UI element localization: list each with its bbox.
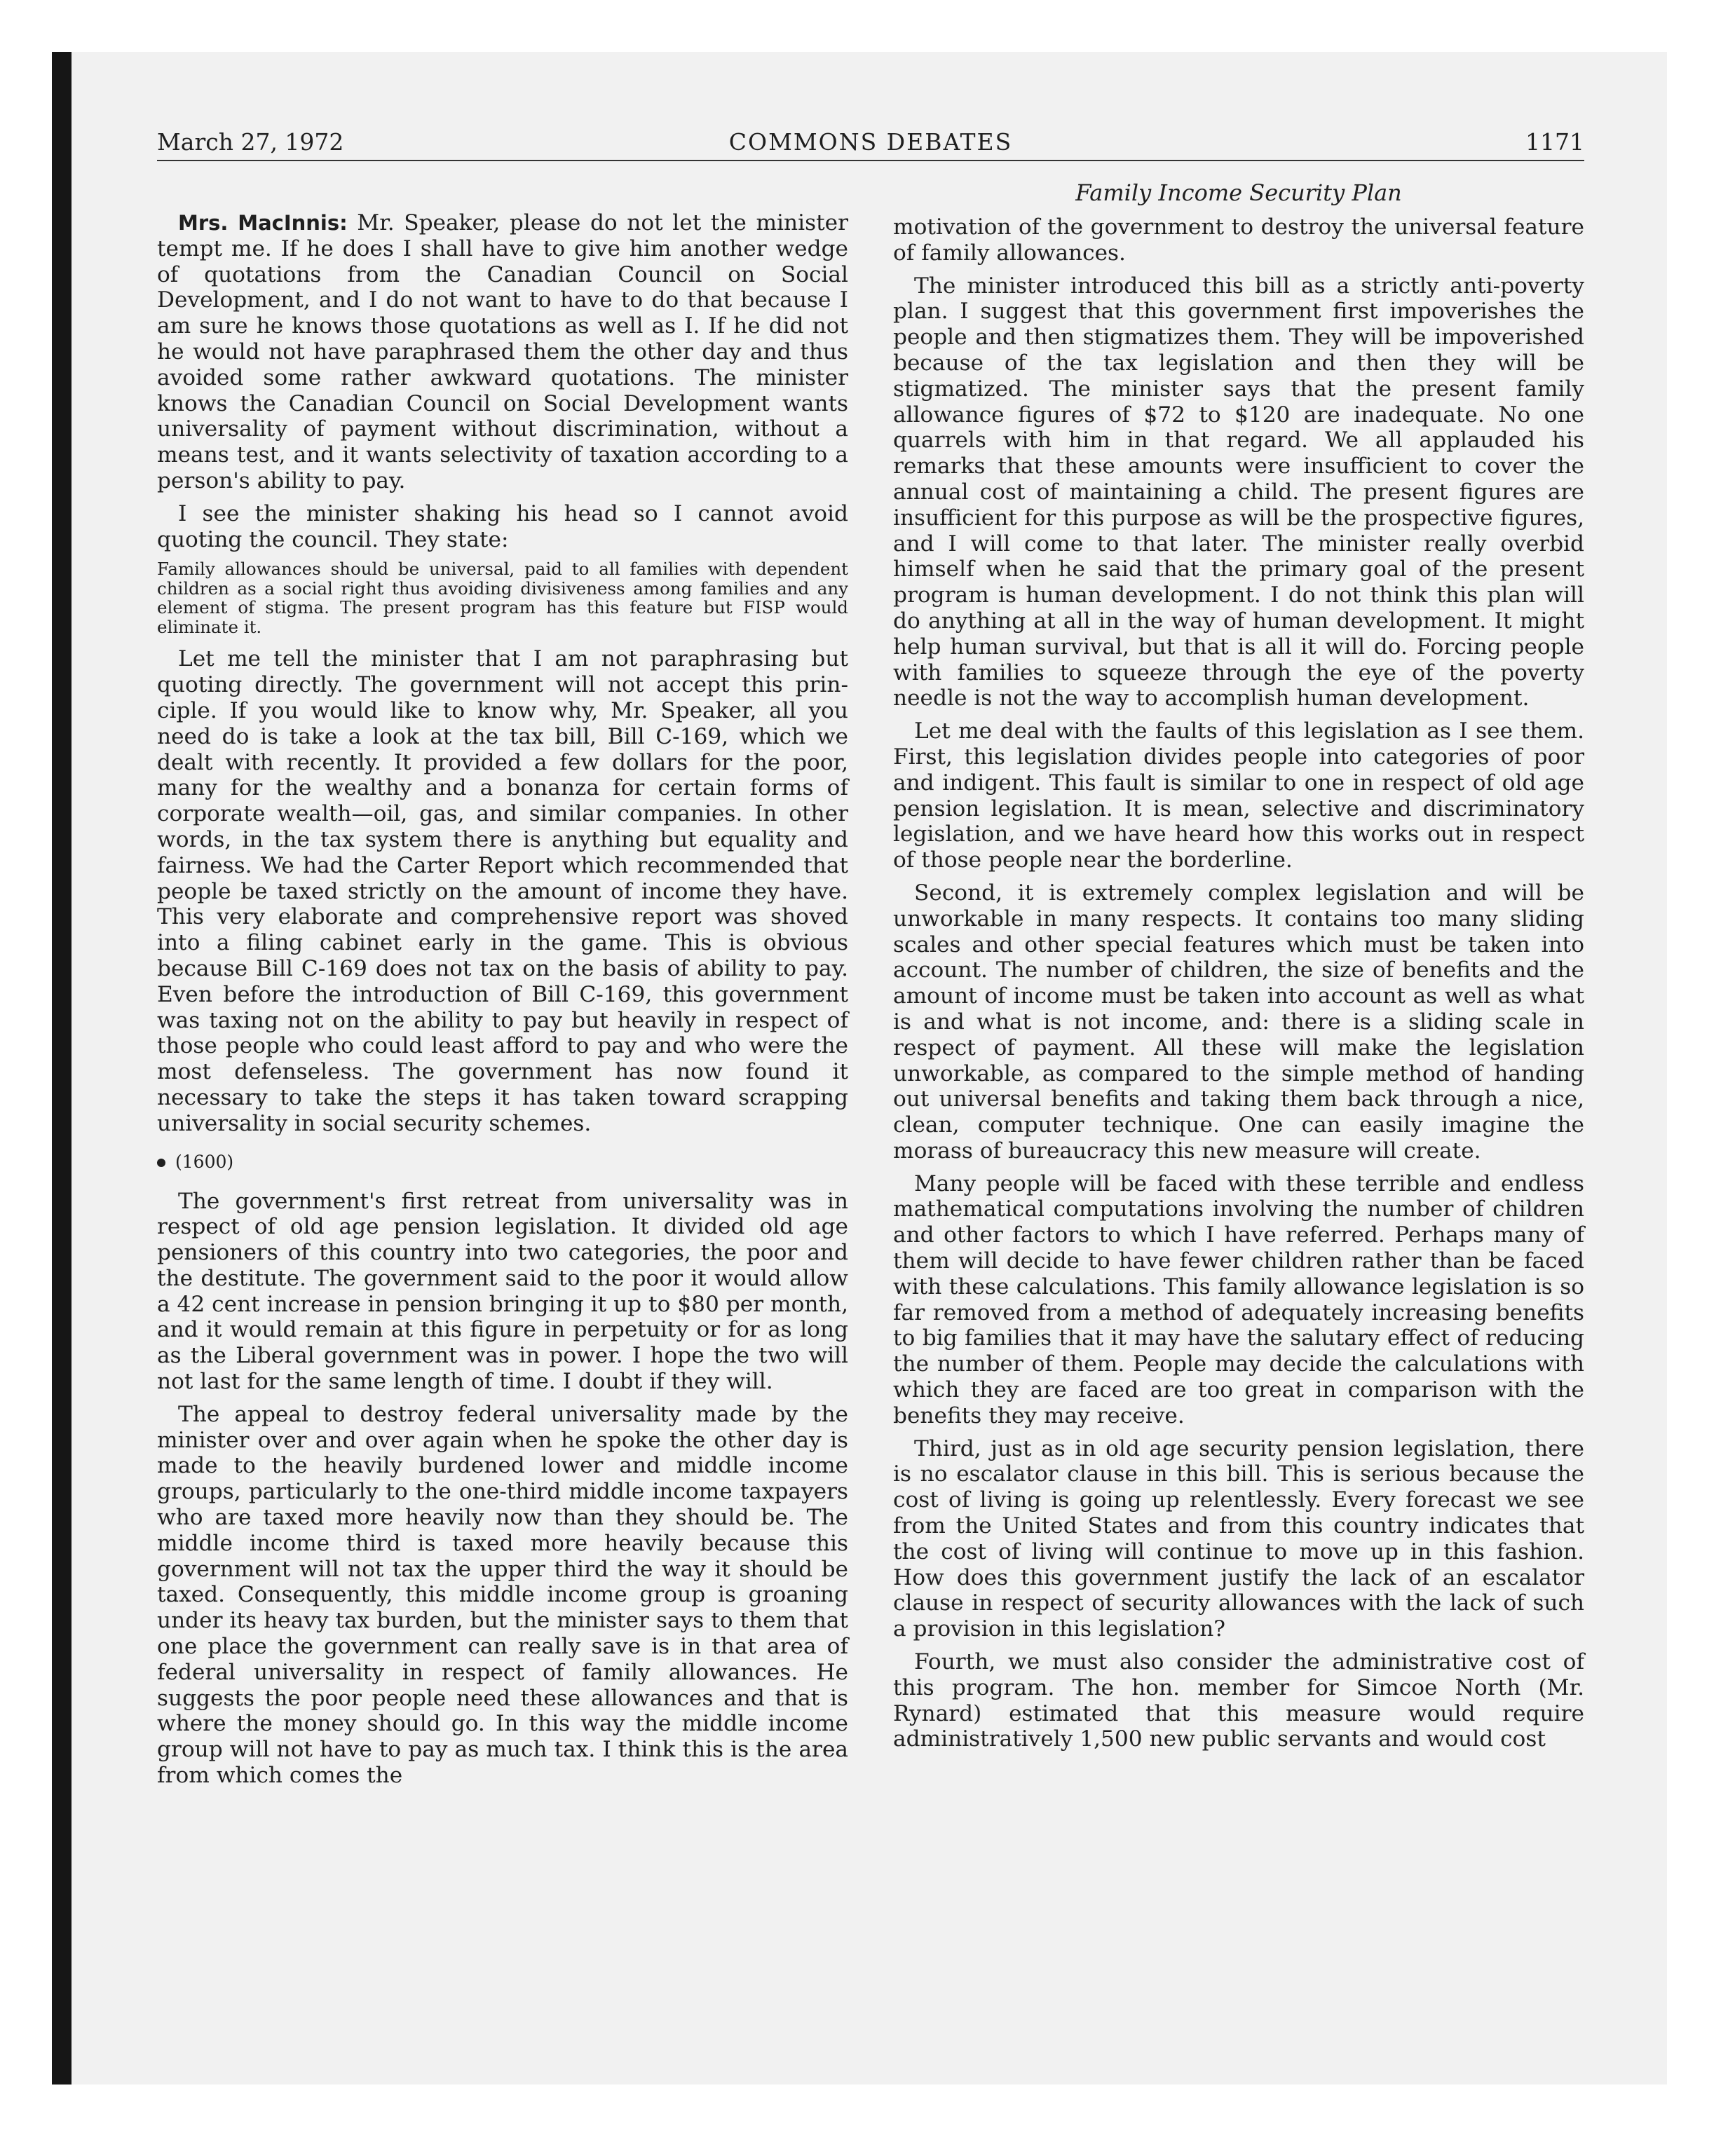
block-quote: Family allowances should be universal, paid to all families with dependent children as a social right thus avoiding divisiveness among families and any element of stigma. The present program has this feature but FISP would eliminate it. (157, 559, 848, 637)
speaker-name: Mrs. MacInnis: (178, 211, 348, 235)
paragraph: Fourth, we must also consider the administrative cost of this program. The hon. member for Simcoe North (Mr. Rynard) estimated that this measure would require administratively 1,500 new public servants and would cost (893, 1649, 1584, 1752)
header-page-number: 1171 (1525, 128, 1584, 156)
paragraph: The minister introduced this bill as a strictly anti-poverty plan. I suggest that this government first impoverishes the people and then stigmatizes them. They will be impoverished because of the tax legislation and then they will be stigmatized. The minister says that the present family allowance figures of $72 to $120 are inadequate. No one quarrels with him in that regard. We all applauded his remarks that these amounts were insufficient to cover the annual cost of maintaining a child. The present figures are insufficient for this purpose as will be the prospective figures, and I will come to that later. The minister really overbid himself when he said that the primary goal of the present program is human development. I do not think this plan will do anything at all in the way of human development. It might help human survival, but that is all it will do. Forcing people with families to squeeze through the eye of the poverty needle is not the way to accomplish human development. (893, 273, 1584, 711)
header-publication: COMMONS DEBATES (728, 128, 1013, 156)
scan-edge (52, 52, 72, 2085)
left-column (157, 210, 848, 1796)
page-header (157, 125, 1584, 161)
paragraph: Second, it is extremely complex legislation and will be unworkable in many respects. It contains too many sliding scales and other special features which must be taken into account. The number of children, the size of benefits and the amount of income must be taken into account as well as what is and what is not income, and: there is a sliding scale in respect of payment. All these will make the legislation unworkable, as compared to the simple method of handing out universal benefits and taking them back through a nice, clean, computer technique. One can easily imagine the morass of bureaucracy this new measure will create. (893, 880, 1584, 1164)
paragraph (157, 210, 848, 494)
paragraph: Let me deal with the faults of this legislation as I see them. First, this legislation divides people into categories of poor and indigent. This fault is similar to one in respect of old age pension legislation. It is mean, selective and discriminatory legislation, and we have heard how this works out in respect of those people near the borderline. (893, 718, 1584, 873)
paragraph-text: Mr. Speaker, please do not let the minister tempt me. If he does I shall have to give him another wedge of quotations from the Canadian Council on Social Development, and I do not want to have to do that because I am sure he knows those quotations as well as I. If he did not he would not have paraphrased them the other day and thus avoided some rather awkward quotations. The minister knows the Canadian Council on Social Development wants universality of payment without discrimination, without a means test, and it wants selectivity of taxation according to a person's ability to pay. (157, 210, 848, 493)
paragraph: Let me tell the minister that I am not paraphrasing but quoting directly. The government will not accept this principle. If you would like to know why, Mr. Speaker, all you need do is take a look at the tax bill, Bill C-169, which we dealt with recently. It provided a few dollars for the poor, many for the wealthy and a bonanza for certain forms of corporate wealth—oil, gas, and similar companies. In other words, in the tax system there is anything but equality and fairness. We had the Carter Report which recommended that people be taxed strictly on the amount of income they have. This very elaborate and comprehensive report was shoved into a filing cabinet early in the game. This is obvious because Bill C-169 does not tax on the basis of ability to pay. Even before the introduction of Bill C-169, this government was taxing not on the ability to pay but heavily in respect of those people who could least afford to pay and who were the most defenseless. The government has now found it necessary to take the steps it has taken toward scrapping universality in social security schemes. (157, 646, 848, 1136)
bullet-icon (157, 1159, 165, 1167)
paragraph: The appeal to destroy federal universality made by the minister over and over again when he spoke the other day is made to the heavily burdened lower and middle income groups, particularly to the one-third middle income taxpayers who are taxed more heavily now than they should be. The middle income third is taxed more heavily because this government will not tax the upper third the way it should be taxed. Consequently, this middle income group is groaning under its heavy tax burden, but the minister says to them that one place the government can really save is in that area of federal universality in respect of family allowances. He suggests the poor people need these allowances and that is where the money should go. In this way the middle income group will not have to pay as much tax. I think this is the area from which comes the (157, 1401, 848, 1789)
header-date: March 27, 1972 (157, 128, 344, 156)
paragraph: Third, just as in old age security pension legislation, there is no escalator clause in this bill. This is serious because the cost of living is going up relentlessly. Every forecast we see from the United States and from this country indicates that the cost of living will continue to move up in this fashion. How does this government justify the lack of an escalator clause in respect of security allowances with the lack of such a provision in this legislation? (893, 1435, 1584, 1642)
time-marker-text: (1600) (175, 1151, 234, 1172)
paragraph: I see the minister shaking his head so I cannot avoid quoting the council. They state: (157, 500, 848, 552)
time-marker (157, 1148, 848, 1176)
paragraph: The government's first retreat from universality was in respect of old age pension legislation. It divided old age pensioners of this country into two categories, the poor and the destitute. The government said to the poor it would allow a 42 cent increase in pension bringing it up to $80 per month, and it would remain at this figure in perpetuity or for as long as the Liberal government was in power. I hope the two will not last for the same length of time. I doubt if they will. (157, 1188, 848, 1395)
paragraph: Many people will be faced with these terrible and endless mathematical computations involving the number of children and other factors to which I have referred. Perhaps many of them will decide to have fewer children rather than be faced with these calculations. This family allowance legislation is so far removed from a method of adequately increasing benefits to big families that it may have the salutary effect of reducing the number of them. People may decide the calculations with which they are faced are too great in comparison with the benefits they may receive. (893, 1171, 1584, 1428)
subject-heading: Family Income Security Plan (1075, 179, 1402, 206)
right-column (893, 214, 1584, 1759)
paragraph: motivation of the government to destroy the universal feature of family allowances. (893, 214, 1584, 266)
